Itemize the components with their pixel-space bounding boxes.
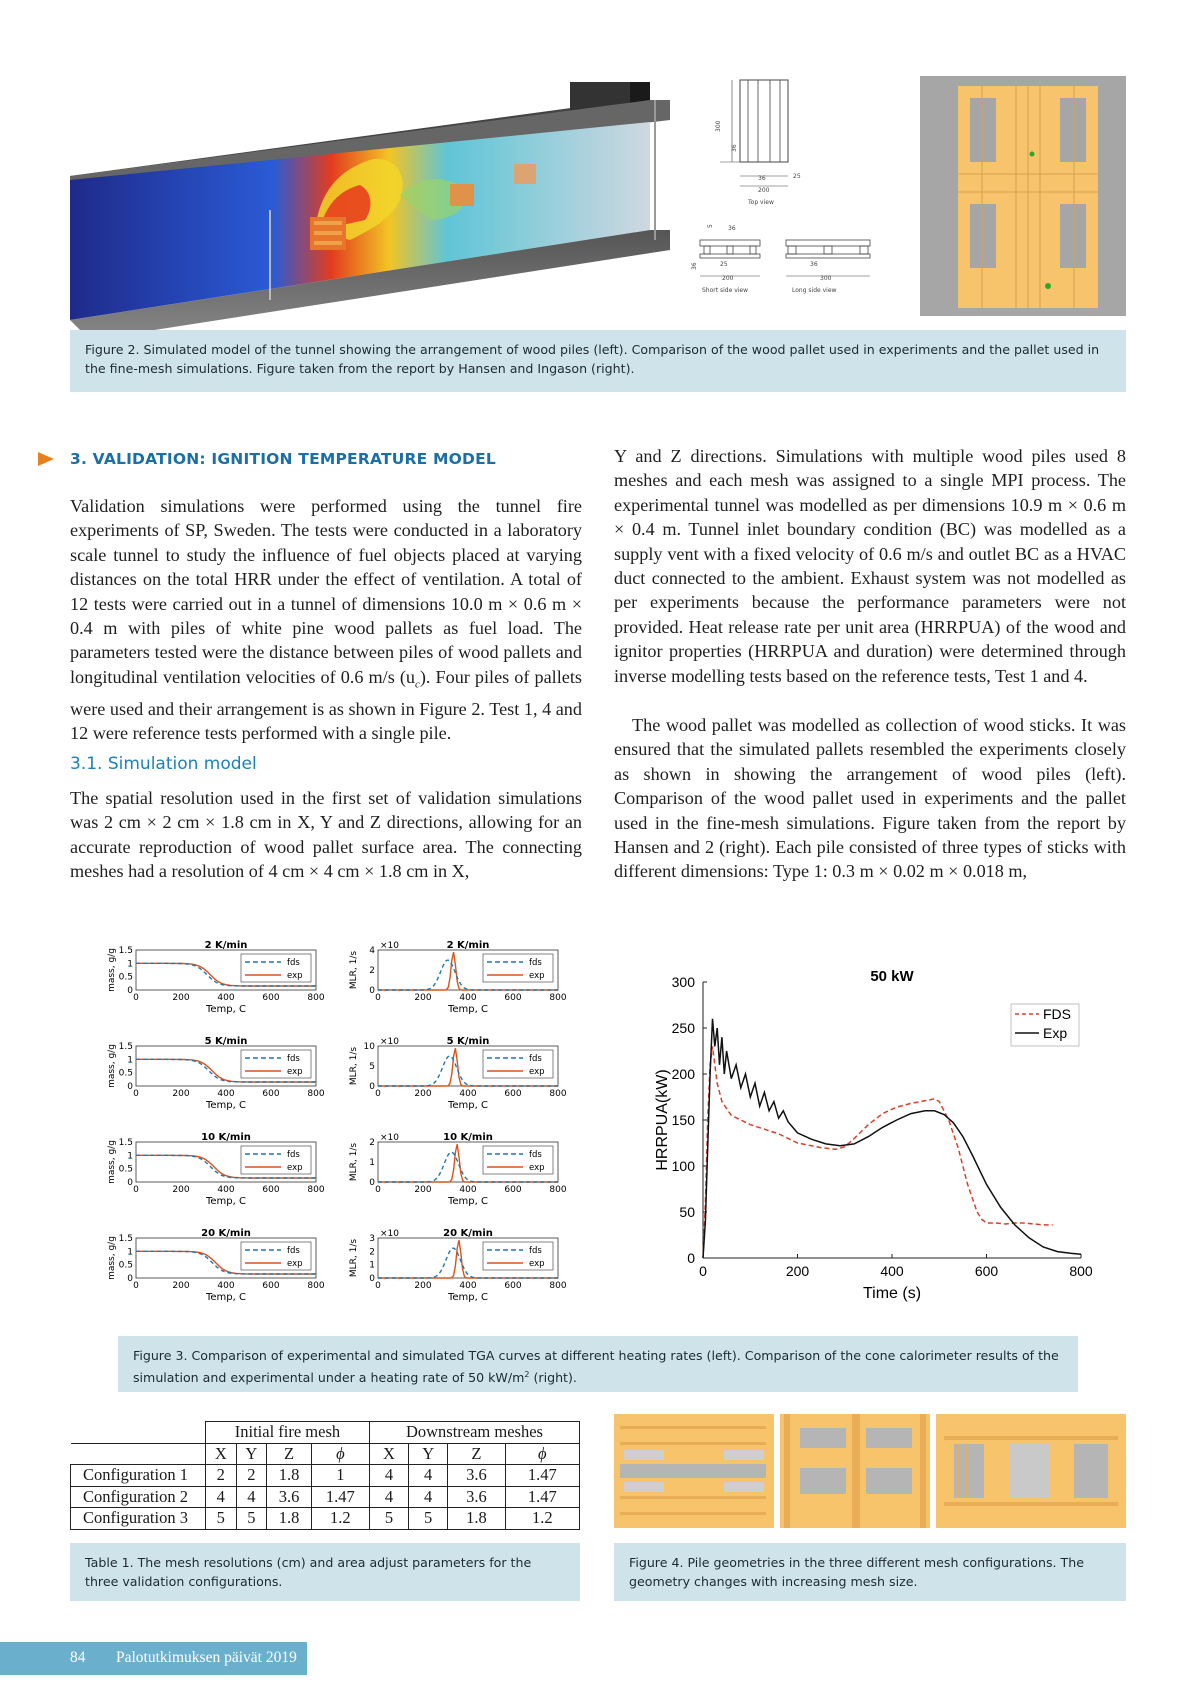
table-cell: 4: [409, 1486, 448, 1508]
col-header: Z: [448, 1443, 505, 1465]
x-tick-label: 400: [217, 993, 235, 1003]
table-cell: 4: [369, 1486, 408, 1508]
x-tick-label: 600: [262, 993, 280, 1003]
table-cell: 1.47: [505, 1486, 579, 1508]
col-header: Z: [267, 1443, 312, 1465]
y-tick-label: 250: [671, 1020, 695, 1036]
axis-exponent: ×10: [380, 1229, 399, 1239]
table-cell: 1.47: [311, 1486, 369, 1508]
col-header: X: [369, 1443, 408, 1465]
legend-label-fds: FDS: [1043, 1006, 1071, 1022]
table-cell: 5: [409, 1508, 448, 1530]
y-tick-label: 0: [369, 1082, 375, 1092]
x-tick-label: 400: [217, 1185, 235, 1195]
panel-title: 5 K/min: [204, 1036, 248, 1047]
legend-label-fds: fds: [529, 1246, 542, 1256]
y-tick-label: 1.5: [118, 1042, 133, 1052]
x-tick-label: 400: [880, 1263, 904, 1279]
y-axis-label: mass, g/g: [107, 1236, 117, 1280]
x-tick-label: 800: [549, 1089, 567, 1099]
legend-label-exp: exp: [287, 1163, 303, 1173]
table-cell: 5: [369, 1508, 408, 1530]
long-side-view-label: Long side view: [792, 287, 837, 294]
series-line-exp: [703, 1019, 1081, 1258]
pallet-technical-drawing: [691, 80, 908, 310]
x-tick-label: 200: [785, 1263, 810, 1279]
panel-title: 2 K/min: [446, 940, 490, 951]
legend-label-fds: fds: [529, 1054, 542, 1064]
x-tick-label: 0: [133, 1089, 139, 1099]
y-axis-label: mass, g/g: [107, 1044, 117, 1088]
row-label: Configuration 2: [71, 1486, 206, 1508]
x-axis-label: Temp, C: [448, 1292, 488, 1303]
y-tick-label: 200: [671, 1066, 695, 1082]
table-cell: 4: [236, 1486, 267, 1508]
x-tick-label: 0: [133, 1281, 139, 1291]
x-tick-label: 600: [504, 1185, 522, 1195]
table-cell: 3.6: [448, 1465, 505, 1487]
table-cell: 1.8: [267, 1465, 312, 1487]
x-tick-label: 0: [375, 1281, 381, 1291]
table-cell: 5: [206, 1508, 237, 1530]
table-row: [71, 1508, 580, 1530]
legend-label-fds: fds: [529, 958, 542, 968]
x-tick-label: 0: [699, 1263, 707, 1279]
x-axis-label: Temp, C: [206, 1196, 246, 1207]
table-cell: 4: [206, 1486, 237, 1508]
dim-label: 25: [793, 173, 801, 180]
y-axis-label: HRRPUA(kW): [654, 1069, 671, 1171]
table-cell: 5: [236, 1508, 267, 1530]
y-axis-label: MLR, 1/s: [349, 1238, 359, 1278]
x-tick-label: 200: [172, 1281, 190, 1291]
legend-label-fds: fds: [287, 1054, 300, 1064]
panel-title: 5 K/min: [446, 1036, 490, 1047]
axis-exponent: ×10: [380, 1037, 399, 1047]
table-cell: 1.8: [448, 1508, 505, 1530]
col-header: Y: [409, 1443, 448, 1465]
y-tick-label: 0: [127, 1082, 133, 1092]
x-axis-label: Temp, C: [448, 1100, 488, 1111]
x-tick-label: 400: [217, 1281, 235, 1291]
pile-config-3: [936, 1414, 1126, 1528]
x-tick-label: 200: [172, 1089, 190, 1099]
x-tick-label: 400: [459, 1281, 477, 1291]
y-tick-label: 4: [369, 946, 375, 956]
legend-label-exp: Exp: [1043, 1025, 1068, 1041]
publication-name: Palotutkimuksen päivät 2019: [116, 1649, 297, 1666]
x-tick-label: 800: [307, 1281, 325, 1291]
dim-label: 36: [758, 175, 766, 182]
x-tick-label: 600: [262, 1281, 280, 1291]
dim-label: 200: [722, 275, 734, 282]
legend-label-fds: fds: [287, 958, 300, 968]
simulated-pallet-image: [920, 76, 1126, 316]
x-axis-label: Temp, C: [206, 1004, 246, 1015]
figure-4-caption: Figure 4. Pile geometries in the three different mesh configurations. The geometry changes with increasing mesh size.: [614, 1543, 1126, 1601]
dim-label: 25: [720, 261, 728, 268]
x-tick-label: 800: [549, 1185, 567, 1195]
y-tick-label: 1.5: [118, 946, 133, 956]
figure-2-caption: Figure 2. Simulated model of the tunnel showing the arrangement of wood piles (left). Comparison of the wood pallet used in experiments and the pallet used in the fine-mesh simulations. Figure taken from the report by Hansen and Ingason (right).: [70, 330, 1126, 392]
y-axis-label: mass, g/g: [107, 1140, 117, 1184]
y-axis-label: MLR, 1/s: [349, 1142, 359, 1182]
y-tick-label: 0: [687, 1250, 695, 1266]
x-tick-label: 0: [133, 993, 139, 1003]
subsection-title: 3.1. Simulation model: [70, 754, 257, 774]
y-tick-label: 150: [671, 1112, 695, 1128]
panel-title: 20 K/min: [443, 1228, 493, 1239]
x-axis-label: Temp, C: [448, 1196, 488, 1207]
x-tick-label: 600: [262, 1185, 280, 1195]
legend-label-fds: fds: [287, 1150, 300, 1160]
y-tick-label: 1: [127, 1151, 133, 1162]
table-row: [71, 1465, 580, 1487]
x-tick-label: 400: [459, 1089, 477, 1099]
paragraph-1: Validation simulations were performed using the tunnel fire experiments of SP, Sweden. The tests were conducted in a laboratory scale tunnel to study the influence of fuel objects placed at varying distances on the total HRR under the effect of ventilation. A total of 12 tests were carried out in a tunnel of dimensions 10.0 m × 0.6 m × 0.4 m with piles of white pine wood pallets as fuel load. The parameters tested were the distance between piles of wood pallets and longitudinal ventilation velocities of 0.6 m/s $(u_c)$. Four piles of pallets were used and their arrangement is as shown in Figure 2. Test 1, 4 and 12 were reference tests performed with a single pile.: [70, 496, 582, 744]
y-tick-label: 100: [671, 1158, 695, 1174]
y-tick-label: 0: [369, 1274, 375, 1284]
x-tick-label: 800: [1069, 1263, 1093, 1279]
y-tick-label: 2: [369, 1138, 375, 1148]
x-tick-label: 400: [459, 993, 477, 1003]
legend-label-exp: exp: [529, 1163, 545, 1173]
y-tick-label: 0: [369, 1178, 375, 1188]
y-tick-label: 300: [671, 974, 695, 990]
pile-config-2: [780, 1414, 930, 1528]
y-tick-label: 0.5: [118, 1068, 133, 1079]
y-tick-label: 1.5: [118, 1234, 133, 1244]
y-tick-label: 2: [369, 966, 375, 976]
paragraph-4: The wood pallet was modelled as collection of wood sticks. It was ensured that the simulated pallets resembled the experiments closely as shown in showing the arrangement of wood piles (left). Comparison of the wood pallet used in experiments and the pallet used in the fine-mesh simulations. Figure taken from the report by Hansen and 2 (right). Each pile consisted of three types of sticks with different dimensions: Type 1: 0.3 m × 0.02 m × 0.018 m,: [614, 715, 1126, 882]
y-tick-label: 1.5: [118, 1138, 133, 1148]
y-tick-label: 5: [369, 1062, 375, 1072]
x-tick-label: 0: [133, 1185, 139, 1195]
x-tick-label: 800: [549, 993, 567, 1003]
y-tick-label: 10: [363, 1042, 375, 1052]
legend-label-exp: exp: [529, 1259, 545, 1269]
x-tick-label: 800: [307, 1185, 325, 1195]
y-tick-label: 0: [127, 1178, 133, 1188]
y-tick-label: 3: [369, 1234, 375, 1244]
y-tick-label: 0: [369, 986, 375, 996]
table-cell: 2: [236, 1465, 267, 1487]
page-number: 84: [70, 1649, 86, 1666]
mesh-resolution-table: [70, 1421, 580, 1529]
table-cell: 1.47: [505, 1465, 579, 1487]
series-line-fds: [703, 1046, 1053, 1258]
col-header: Y: [236, 1443, 267, 1465]
y-tick-label: 1: [127, 959, 133, 970]
x-axis-label: Time (s): [862, 1285, 922, 1302]
x-axis-label: Temp, C: [206, 1100, 246, 1111]
y-tick-label: 1: [127, 1055, 133, 1066]
table-cell: 4: [409, 1465, 448, 1487]
x-tick-label: 800: [307, 993, 325, 1003]
y-axis-label: mass, g/g: [107, 948, 117, 992]
figure-3-caption: Figure 3. Comparison of experimental and simulated TGA curves at different heating rates (left). Comparison of the cone calorimeter results of the simulation and experimental under a heating rate of 50 $kW/m^2$ (right).: [118, 1336, 1078, 1392]
x-tick-label: 600: [504, 1281, 522, 1291]
table-cell: 3.6: [448, 1486, 505, 1508]
x-tick-label: 0: [375, 1089, 381, 1099]
tga-curves-figure: [108, 938, 628, 1323]
dim-label: 200: [758, 187, 770, 194]
tunnel-simulation-image: [70, 80, 725, 325]
dim-label: 5: [707, 224, 714, 228]
x-tick-label: 200: [414, 1089, 432, 1099]
y-axis-label: MLR, 1/s: [349, 1046, 359, 1086]
col-header: X: [206, 1443, 237, 1465]
axis-exponent: ×10: [380, 1133, 399, 1143]
y-tick-label: 0.5: [118, 1164, 133, 1175]
paragraph-3: Y and Z directions. Simulations with multiple wood piles used 8 meshes and each mesh was assigned to a single MPI process. The experimental tunnel was modelled as per dimensions 10.9 m × 0.6 m × 0.4 m. Tunnel inlet boundary condition (BC) was modelled as a supply vent with a fixed velocity of 0.6 m/s and outlet BC as a HVAC duct connected to the ambient. Exhaust system was not modelled as per experiments because the performance parameters were not provided. Heat release rate per unit area (HRRPUA) of the wood and ignitor properties (HRRPUA and duration) were determined through inverse modelling tests based on the reference tests, Test 1 and 4.: [614, 446, 1126, 686]
panel-title: 10 K/min: [201, 1132, 251, 1143]
panel-title: 2 K/min: [204, 940, 248, 951]
dim-label: 36: [728, 225, 736, 232]
x-tick-label: 400: [459, 1185, 477, 1195]
y-tick-label: 50: [679, 1204, 695, 1220]
row-label: Configuration 1: [71, 1465, 206, 1487]
legend-label-exp: exp: [287, 1067, 303, 1077]
table-corner: [71, 1443, 206, 1465]
cone-calorimeter-chart: [655, 968, 1091, 1326]
pile-config-1: [614, 1414, 774, 1528]
y-axis-label: MLR, 1/s: [349, 950, 359, 990]
table-corner: [71, 1422, 206, 1444]
x-tick-label: 800: [549, 1281, 567, 1291]
y-tick-label: 2: [369, 1247, 375, 1258]
y-tick-label: 1: [127, 1247, 133, 1258]
table-cell: 4: [369, 1465, 408, 1487]
table-cell: 1.2: [505, 1508, 579, 1530]
y-tick-label: 0.5: [118, 972, 133, 983]
group-header-downstream: Downstream meshes: [369, 1422, 579, 1444]
section-title: 3. VALIDATION: IGNITION TEMPERATURE MODEL: [70, 450, 496, 468]
section-arrow-icon: [38, 452, 54, 466]
y-tick-label: 0: [127, 986, 133, 996]
y-tick-label: 0.5: [118, 1260, 133, 1271]
dim-label: 36: [810, 261, 818, 268]
legend-label-exp: exp: [529, 1067, 545, 1077]
x-tick-label: 200: [414, 1185, 432, 1195]
table-cell: 1: [311, 1465, 369, 1487]
panel-title: 20 K/min: [201, 1228, 251, 1239]
x-tick-label: 200: [414, 993, 432, 1003]
group-header-initial: Initial fire mesh: [206, 1422, 370, 1444]
table-cell: 3.6: [267, 1486, 312, 1508]
axis-exponent: ×10: [380, 941, 399, 951]
y-tick-label: 1: [369, 1260, 375, 1271]
table-cell: 2: [206, 1465, 237, 1487]
x-axis-label: Temp, C: [448, 1004, 488, 1015]
short-side-view-label: Short side view: [702, 287, 749, 294]
page-footer: [0, 1642, 307, 1675]
table-cell: 1.8: [267, 1508, 312, 1530]
table-row: [71, 1486, 580, 1508]
dim-label: 36: [691, 262, 698, 270]
x-tick-label: 600: [974, 1263, 999, 1279]
x-tick-label: 0: [375, 1185, 381, 1195]
legend-label-exp: exp: [287, 971, 303, 981]
legend-label-fds: fds: [287, 1246, 300, 1256]
y-tick-label: 0: [127, 1274, 133, 1284]
legend-label-exp: exp: [529, 971, 545, 981]
top-view-label: Top view: [748, 199, 774, 206]
x-tick-label: 600: [504, 993, 522, 1003]
x-tick-label: 200: [172, 993, 190, 1003]
x-tick-label: 0: [375, 993, 381, 1003]
x-tick-label: 800: [307, 1089, 325, 1099]
y-tick-label: 1: [369, 1158, 375, 1168]
row-label: Configuration 3: [71, 1508, 206, 1530]
dim-label: 300: [715, 120, 722, 132]
panel-title: 10 K/min: [443, 1132, 493, 1143]
x-tick-label: 400: [217, 1089, 235, 1099]
legend-label-fds: fds: [529, 1150, 542, 1160]
x-tick-label: 200: [414, 1281, 432, 1291]
paragraph-2: The spatial resolution used in the first set of validation simulations was 2 cm × 2 cm × 1.8 cm in X, Y and Z directions, allowing for an accurate reproduction of wood pallet surface area. The connecting meshes had a resolution of 4 cm × 4 cm × 1.8 cm in X,: [70, 788, 582, 882]
chart-title: 50 kW: [870, 968, 914, 985]
table-1-caption: Table 1. The mesh resolutions (cm) and area adjust parameters for the three validation configurations.: [70, 1543, 580, 1601]
x-tick-label: 600: [504, 1089, 522, 1099]
x-axis-label: Temp, C: [206, 1292, 246, 1303]
dim-label: 300: [820, 275, 832, 282]
table-cell: 1.2: [311, 1508, 369, 1530]
pile-geometries-figure: [614, 1414, 1126, 1528]
col-header: ϕ: [505, 1443, 579, 1465]
x-tick-label: 200: [172, 1185, 190, 1195]
x-tick-label: 600: [262, 1089, 280, 1099]
legend-label-exp: exp: [287, 1259, 303, 1269]
col-header: ϕ: [311, 1443, 369, 1465]
dim-label: 36: [731, 144, 738, 152]
